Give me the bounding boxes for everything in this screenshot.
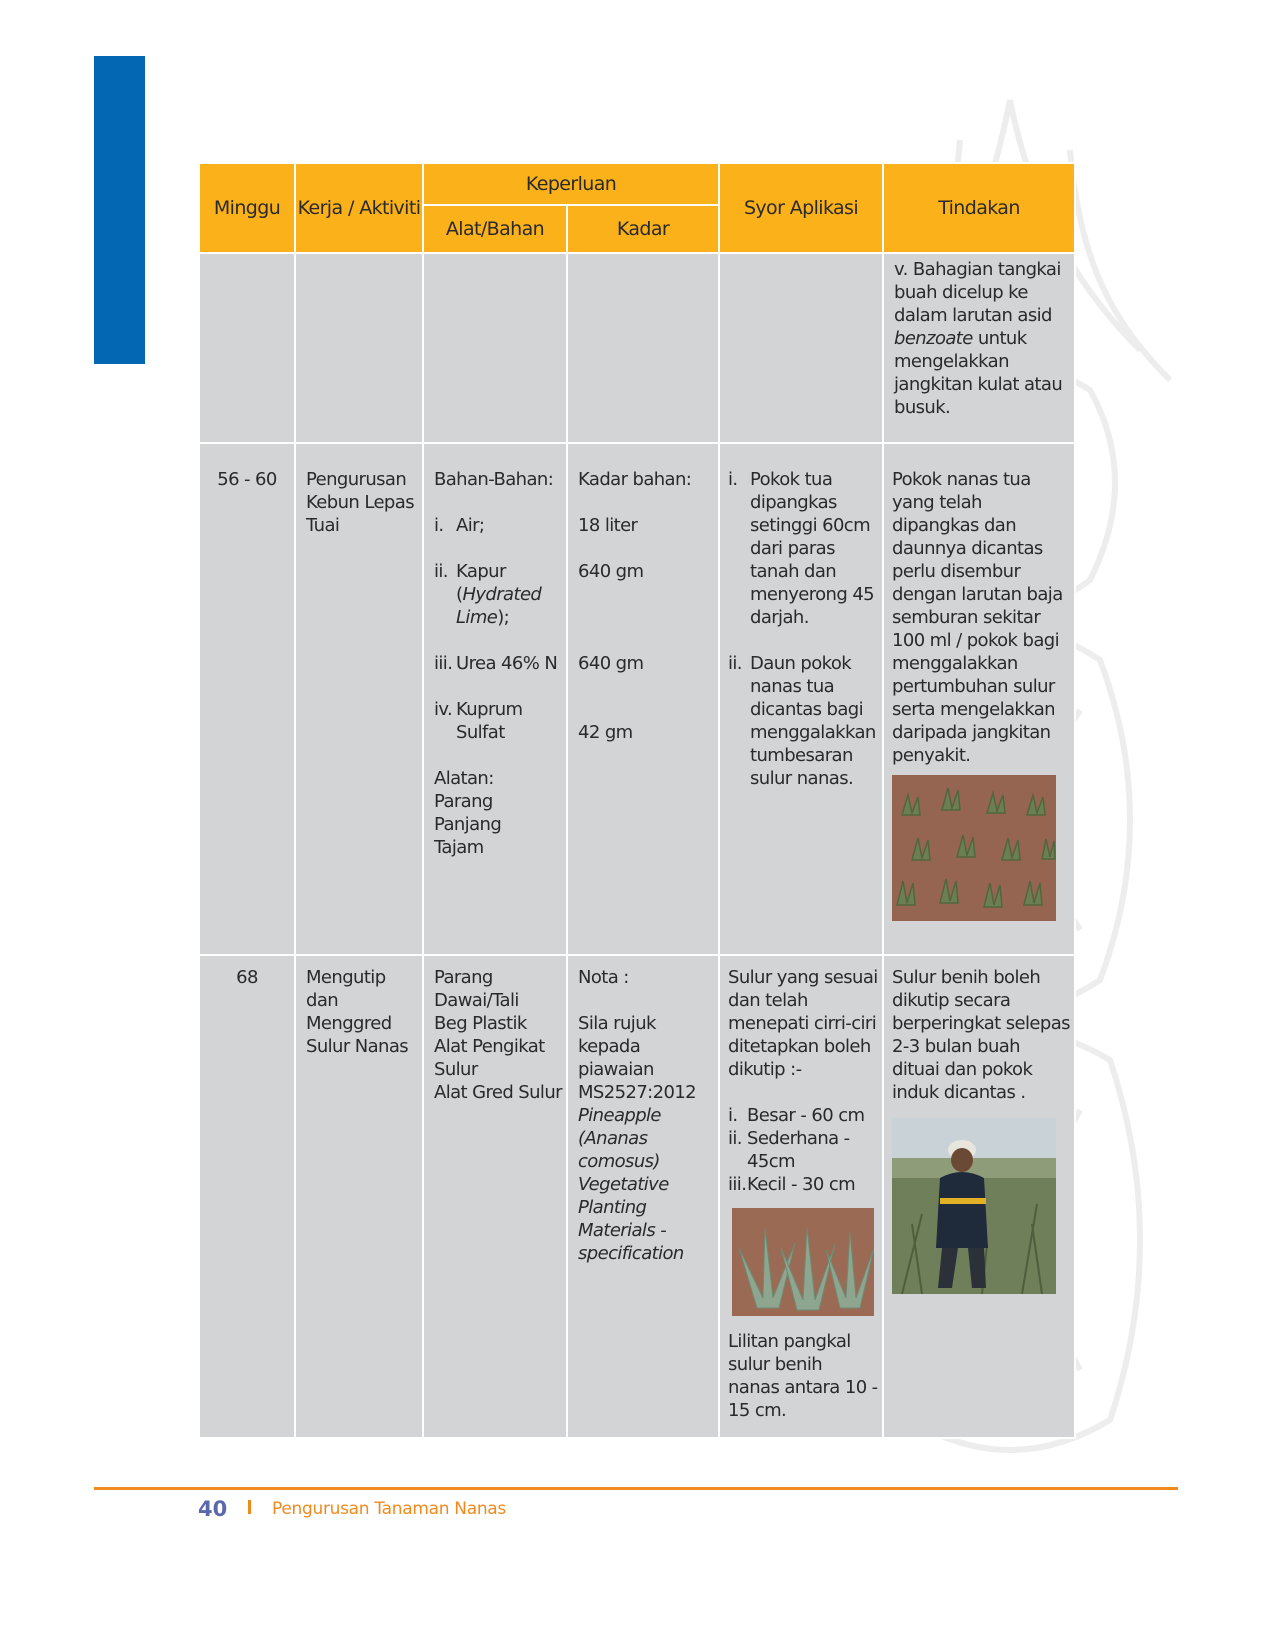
page-number: 40 — [198, 1497, 228, 1521]
pineapple-suckers-photo — [732, 1208, 874, 1316]
header-syor-aplikasi: Syor Aplikasi — [719, 163, 883, 253]
list-item: iv. Kuprum Sulfat — [434, 699, 523, 743]
row3-kadar: Nota : Sila rujuk kepada piawaian MS2527:2012 Pineapple (Ananas comosus) Vegetative Planting Materials - specification — [567, 955, 719, 1438]
list-item: ii. Daun pokok nanas tua dicantas bagi menggalakkan tumbesaran sulur nanas. — [728, 653, 876, 789]
row1-tindakan: v. Bahagian tangkai buah dicelup ke dalam larutan asid benzoate untuk mengelakkan jangkitan kulat atau busuk. — [883, 253, 1075, 443]
header-alat-bahan: Alat/Bahan — [423, 205, 567, 253]
schedule-table — [198, 162, 1076, 1439]
row2-syor-aplikasi — [719, 443, 883, 955]
row3-tindakan: Sulur benih boleh dikutip secara berperingkat selepas 2-3 bulan buah dituai dan pokok induk dicantas . — [883, 955, 1075, 1438]
table-row — [199, 443, 1075, 955]
row2-tindakan: Pokok nanas tua yang telah dipangkas dan daunnya dicantas perlu disembur dengan larutan baja semburan sekitar 100 ml / pokok bagi menggalakkan pertumbuhan sulur serta mengelakkan daripada jangkitan penyakit. — [883, 443, 1075, 955]
footer-divider — [94, 1487, 1178, 1490]
row3-syor-aplikasi: Sulur yang sesuai dan telah menepati cirri-ciri ditetapkan boleh dikutip :- i. Besar - 60 cm ii. Sederhana - 45cm iii. Kecil - 30 cm Lilitan pangkal sulur benih nanas antara 10 - 15 cm. — [719, 955, 883, 1438]
header-keperluan: Keperluan — [423, 163, 719, 205]
row3-alat-bahan: Parang Dawai/Tali Beg Plastik Alat Pengikat Sulur Alat Gred Sulur — [423, 955, 567, 1438]
table-row — [199, 253, 1075, 443]
table-row — [199, 955, 1075, 1438]
row2-kadar: Kadar bahan: 18 liter 640 gm 640 gm 42 gm — [567, 443, 719, 955]
list-item: i. Air; — [434, 515, 485, 536]
footer-separator — [248, 1500, 251, 1514]
header-kadar: Kadar — [567, 205, 719, 253]
row2-kerja: Pengurusan Kebun Lepas Tuai — [295, 443, 423, 955]
side-accent-bar — [94, 56, 145, 364]
running-title: Pengurusan Tanaman Nanas — [272, 1499, 506, 1519]
list-item: i. Pokok tua dipangkas setinggi 60cm dari paras tanah dan menyerong 45 darjah. — [728, 469, 875, 628]
list-item: i. Besar - 60 cm — [728, 1105, 865, 1126]
row3-kerja: Mengutip dan Menggred Sulur Nanas — [295, 955, 423, 1438]
header-kerja-aktiviti: Kerja / Aktiviti — [295, 163, 423, 253]
worker-harvesting-photo — [892, 1118, 1056, 1294]
list-item: ii. Sederhana - 45cm — [728, 1128, 850, 1172]
pineapple-field-photo — [892, 775, 1056, 921]
header-tindakan: Tindakan — [883, 163, 1075, 253]
list-item: iii. Kecil - 30 cm — [728, 1174, 856, 1195]
header-minggu: Minggu — [199, 163, 295, 253]
row2-alat-bahan: Bahan-Bahan: i. Air; ii. Kapur (Hydrated Lime); iii. Urea 46% N iv. Kuprum Sulfat Alatan: Parang Panjang Tajam — [423, 443, 567, 955]
list-item: iii. Urea 46% N — [434, 653, 558, 674]
list-item: ii. Kapur (Hydrated Lime); — [434, 561, 542, 628]
row2-minggu: 56 - 60 — [199, 443, 295, 955]
row3-minggu: 68 — [199, 955, 295, 1438]
